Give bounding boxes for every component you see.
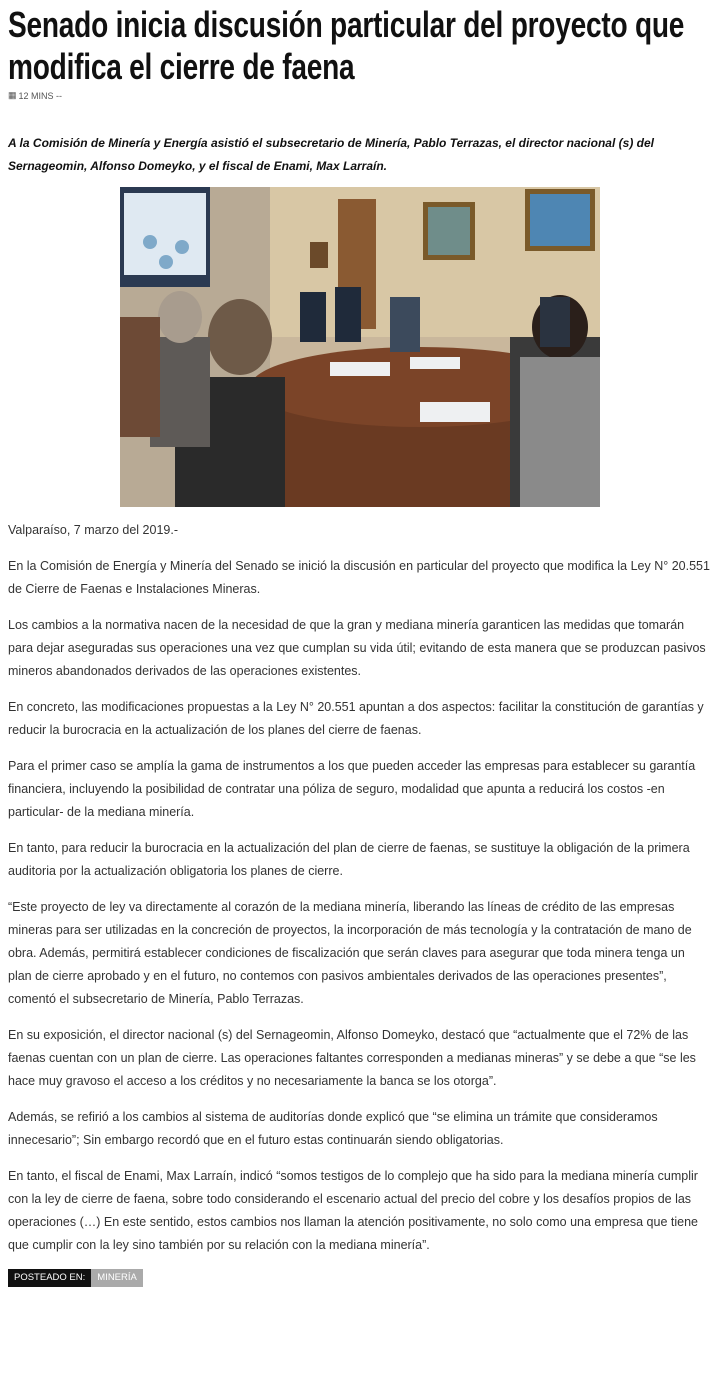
paragraph: Valparaíso, 7 marzo del 2019.- bbox=[8, 523, 179, 537]
article-title: Senado inicia discusión particular del proyecto que modifica el cierre de faena bbox=[8, 4, 685, 87]
paragraph: En tanto, para reducir la burocracia en la actualización del plan de cierre de faenas, se sustituye la obligación de la primera auditoria por la actualización obligatoria los planes de cierre. bbox=[8, 841, 690, 878]
meta-time: 12 MINS -- bbox=[18, 90, 63, 101]
paragraph: En concreto, las modificaciones propuestas a la Ley N° 20.551 apuntan a dos aspectos: facilitar la constitución de garantías y reducir la burocracia en la actualización de los planes del cierre de faenas. bbox=[8, 700, 704, 737]
paragraph: Para el primer caso se amplía la gama de instrumentos a los que pueden acceder las empresas para establecer su garantía financiera, incluyendo la posibilidad de contratar una póliza de seguro, modalidad que apunta a reducirá los costos -en particular- de la mediana minería. bbox=[8, 759, 696, 819]
article-lead: A la Comisión de Minería y Energía asistió el subsecretario de Minería, Pablo Terrazas, el director nacional (s) del Sernageomin, Alfonso Domeyko, y el fiscal de Enami, Max Larraín. bbox=[8, 136, 654, 173]
category-tag-mineria[interactable]: MINERÍA bbox=[91, 1269, 143, 1287]
posted-in bbox=[8, 1269, 143, 1287]
article-photo bbox=[120, 187, 600, 507]
paragraph: Los cambios a la normativa nacen de la necesidad de que la gran y mediana minería garanticen las medidas que tomarán para dejar aseguradas sus operaciones una vez que cumplan su vida útil; evitando de esta manera que se produzcan pasivos mineros abandonados derivados de las operaciones existentes. bbox=[8, 618, 706, 678]
paragraph: Además, se refirió a los cambios al sistema de auditorías donde explicó que “se elimina un trámite que consideramos innecesario”; Sin embargo recordó que en el futuro estas continuarán siendo obligatorias. bbox=[8, 1110, 658, 1147]
paragraph: En la Comisión de Energía y Minería del Senado se inició la discusión en particular del proyecto que modifica la Ley N° 20.551 de Cierre de Faenas e Instalaciones Mineras. bbox=[8, 559, 710, 596]
paragraph: En tanto, el fiscal de Enami, Max Larraín, indicó “somos testigos de lo complejo que ha sido para la mediana minería cumplir con la ley de cierre de faena, sobre todo considerando el escenario actual del precio del cobre y los desafíos propios de las operaciones (…) En este sentido, estos cambios nos llaman la atención positivamente, no solo como una empresa que tiene que cumplir con la ley sino también por su relación con la mediana minería”. bbox=[8, 1169, 698, 1252]
article-meta bbox=[8, 90, 62, 101]
paragraph: “Este proyecto de ley va directamente al corazón de la mediana minería, liberando las líneas de crédito de las empresas mineras para ser utilizadas en la concreción de proyectos, la incorporación de más tecnología y la contratación de mano de obra. Además, permitirá establecer condiciones de fiscalización que serán claves para asegurar que toda minera tenga un plan de cierre aprobado y en el futuro, no contemos con pasivos ambientales derivados de las operaciones presentes”, comentó el subsecretario de Minería, Pablo Terrazas. bbox=[8, 900, 692, 1006]
paragraph: En su exposición, el director nacional (s) del Sernageomin, Alfonso Domeyko, destacó que “actualmente que el 72% de las faenas cuentan con un plan de cierre. Las operaciones faltantes corresponden a medianas mineras” y se debe a que “se les hace muy gravoso el acceso a los créditos y no necesariamente la banca se los otorga”. bbox=[8, 1028, 696, 1088]
calendar-icon: ▦ bbox=[8, 90, 17, 100]
article-body bbox=[8, 519, 710, 1270]
posted-in-label: POSTEADO EN: bbox=[8, 1269, 91, 1287]
